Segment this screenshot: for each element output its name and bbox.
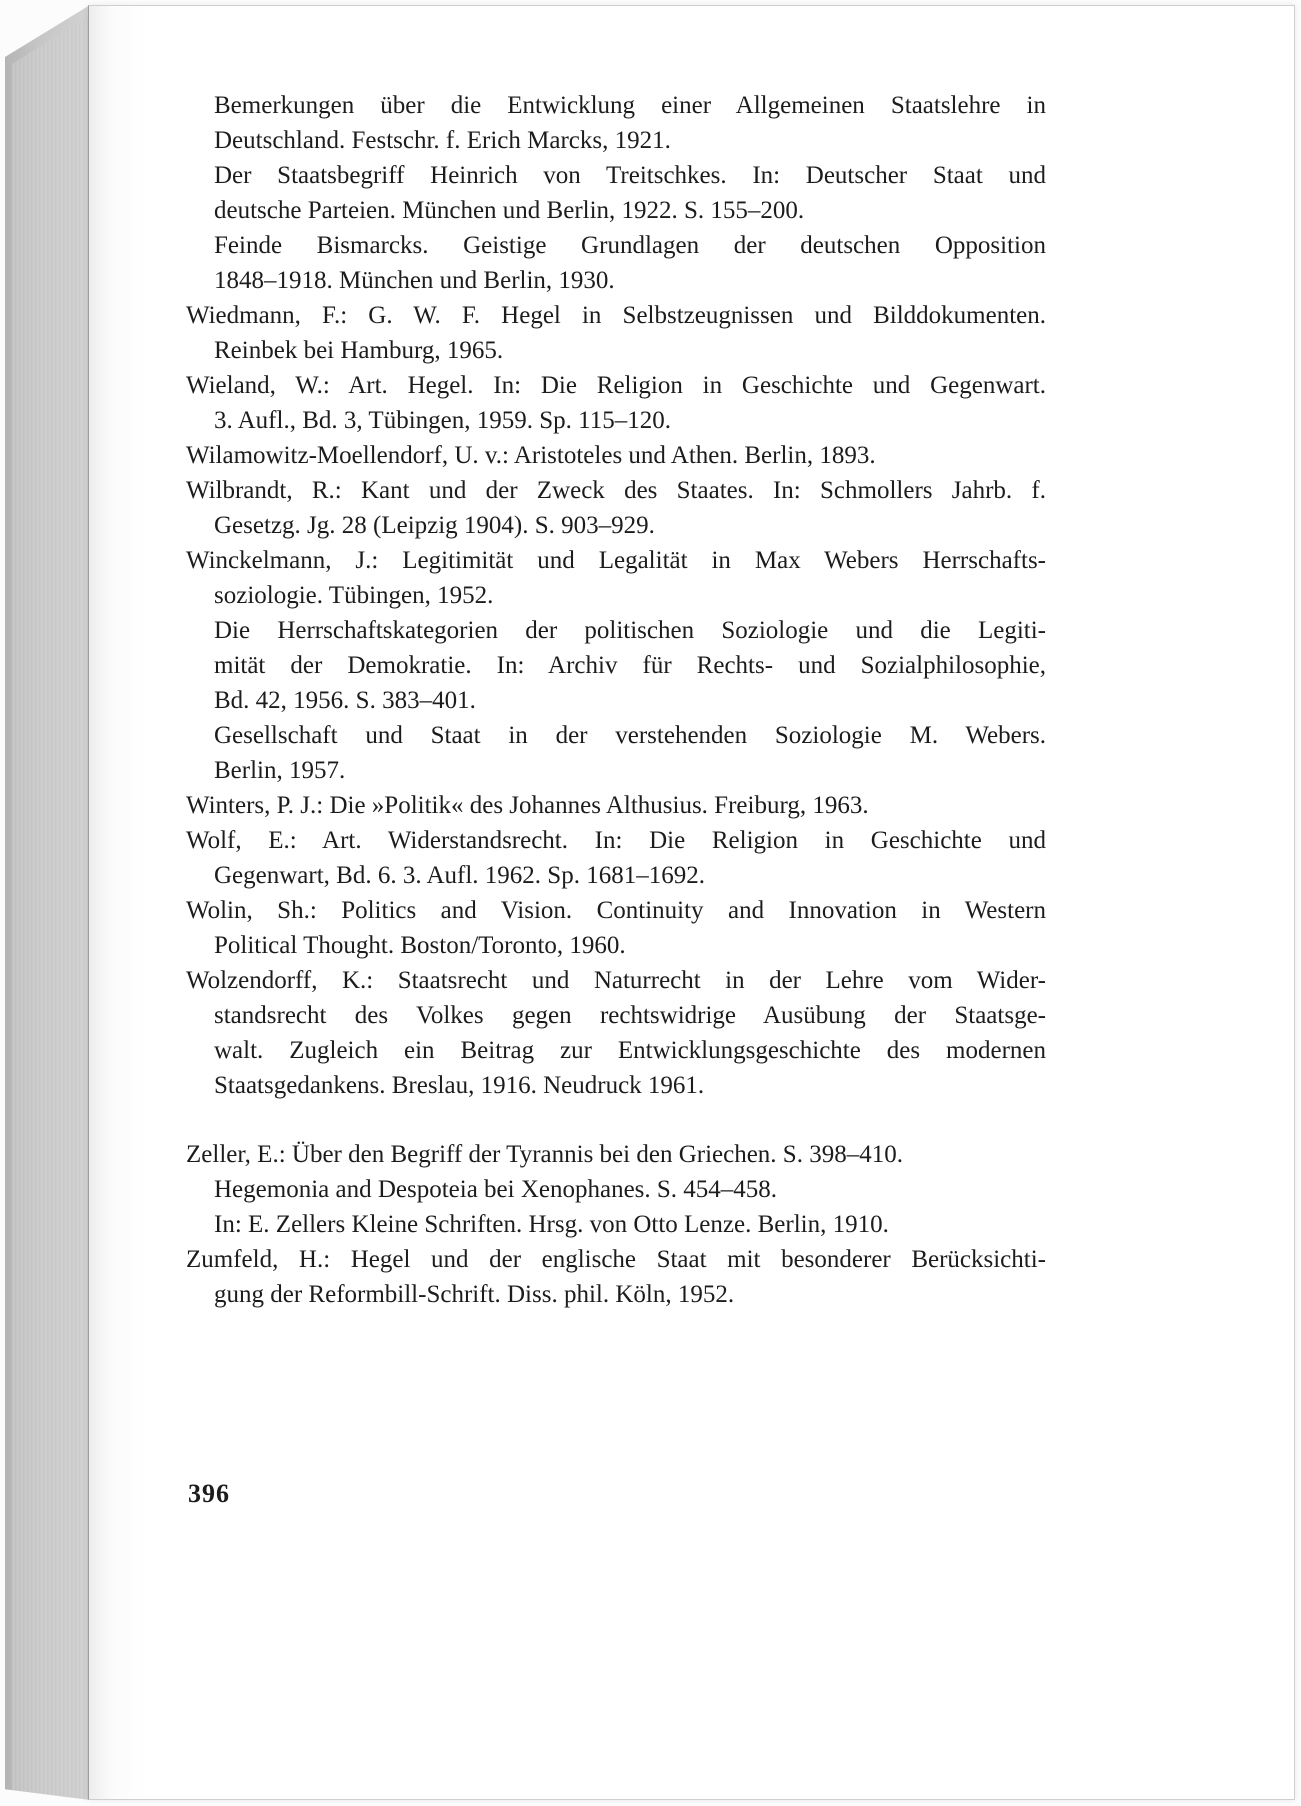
bibliography-line: deutsche Parteien. München und Berlin, 1922. S. 155–200.: [214, 197, 805, 224]
bibliography-line: Wilamowitz-Moellendorf, U. v.: Aristoteles und Athen. Berlin, 1893.: [186, 442, 876, 469]
bibliography-line: Gesetzg. Jg. 28 (Leipzig 1904). S. 903–929.: [214, 512, 655, 539]
bibliography-line: gung der Reformbill-Schrift. Diss. phil. Köln, 1952.: [214, 1281, 735, 1308]
bibliography-line: soziologie. Tübingen, 1952.: [214, 582, 494, 609]
bibliography-line: In: E. Zellers Kleine Schriften. Hrsg. von Otto Lenze. Berlin, 1910.: [214, 1211, 889, 1238]
bibliography-line: Deutschland. Festschr. f. Erich Marcks, 1921.: [214, 127, 671, 154]
bibliography-text: [186, 88, 1046, 1312]
book-page-stack-edge: [5, 5, 90, 1800]
bibliography-line: Staatsgedankens. Breslau, 1916. Neudruck 1961.: [214, 1072, 705, 1099]
bibliography-line: Hegemonia and Despoteia bei Xenophanes. S. 454–458.: [214, 1176, 778, 1203]
bibliography-line: Wolf, E.: Art. Widerstandsrecht. In: Die Religion in Geschichte und: [186, 827, 1046, 854]
bibliography-line: mität der Demokratie. In: Archiv für Rechts- und Sozialphilosophie,: [214, 652, 1046, 679]
page-number: 396: [188, 1479, 230, 1508]
bibliography-line: Zumfeld, H.: Hegel und der englische Staat mit besonderer Berücksichti-: [186, 1246, 1046, 1273]
bibliography-line: standsrecht des Volkes gegen rechtswidrige Ausübung der Staatsge-: [214, 1002, 1046, 1029]
bibliography-line: Wilbrandt, R.: Kant und der Zweck des Staates. In: Schmollers Jahrb. f.: [186, 477, 1046, 504]
bibliography-line: Wieland, W.: Art. Hegel. In: Die Religion in Geschichte und Gegenwart.: [186, 372, 1046, 399]
bibliography-line: Feinde Bismarcks. Geistige Grundlagen der deutschen Opposition: [214, 232, 1046, 259]
bibliography-line: Bemerkungen über die Entwicklung einer Allgemeinen Staatslehre in: [214, 92, 1046, 119]
bibliography-line: Berlin, 1957.: [214, 757, 346, 784]
bibliography-line: Zeller, E.: Über den Begriff der Tyrannis bei den Griechen. S. 398–410.: [186, 1141, 903, 1168]
bibliography-line: 3. Aufl., Bd. 3, Tübingen, 1959. Sp. 115–120.: [214, 407, 671, 434]
bibliography-line: Der Staatsbegriff Heinrich von Treitschkes. In: Deutscher Staat und: [214, 162, 1046, 189]
book-page-stack-texture: [12, 12, 95, 1803]
bibliography-line: Wolin, Sh.: Politics and Vision. Continuity and Innovation in Western: [186, 897, 1046, 924]
bibliography-line: Winters, P. J.: Die »Politik« des Johannes Althusius. Freiburg, 1963.: [186, 792, 869, 819]
bibliography-line: Reinbek bei Hamburg, 1965.: [214, 337, 504, 364]
bibliography-line: Gesellschaft und Staat in der verstehenden Soziologie M. Webers.: [214, 722, 1046, 749]
bibliography-line: Gegenwart, Bd. 6. 3. Aufl. 1962. Sp. 1681–1692.: [214, 862, 705, 889]
bibliography-line: Bd. 42, 1956. S. 383–401.: [214, 687, 476, 714]
bibliography-line: Die Herrschaftskategorien der politischen Soziologie und die Legiti-: [214, 617, 1046, 644]
bibliography-line: Winckelmann, J.: Legitimität und Legalität in Max Webers Herrschafts-: [186, 547, 1046, 574]
bibliography-line: Wolzendorff, K.: Staatsrecht und Naturrecht in der Lehre vom Wider-: [186, 967, 1046, 994]
bibliography-line: Wiedmann, F.: G. W. F. Hegel in Selbstzeugnissen und Bilddokumenten.: [186, 302, 1046, 329]
bibliography-line: Political Thought. Boston/Toronto, 1960.: [214, 932, 626, 959]
bibliography-line: 1848–1918. München und Berlin, 1930.: [214, 267, 615, 294]
bibliography-line: walt. Zugleich ein Beitrag zur Entwicklungsgeschichte des modernen: [214, 1037, 1046, 1064]
book-page: [88, 5, 1295, 1800]
